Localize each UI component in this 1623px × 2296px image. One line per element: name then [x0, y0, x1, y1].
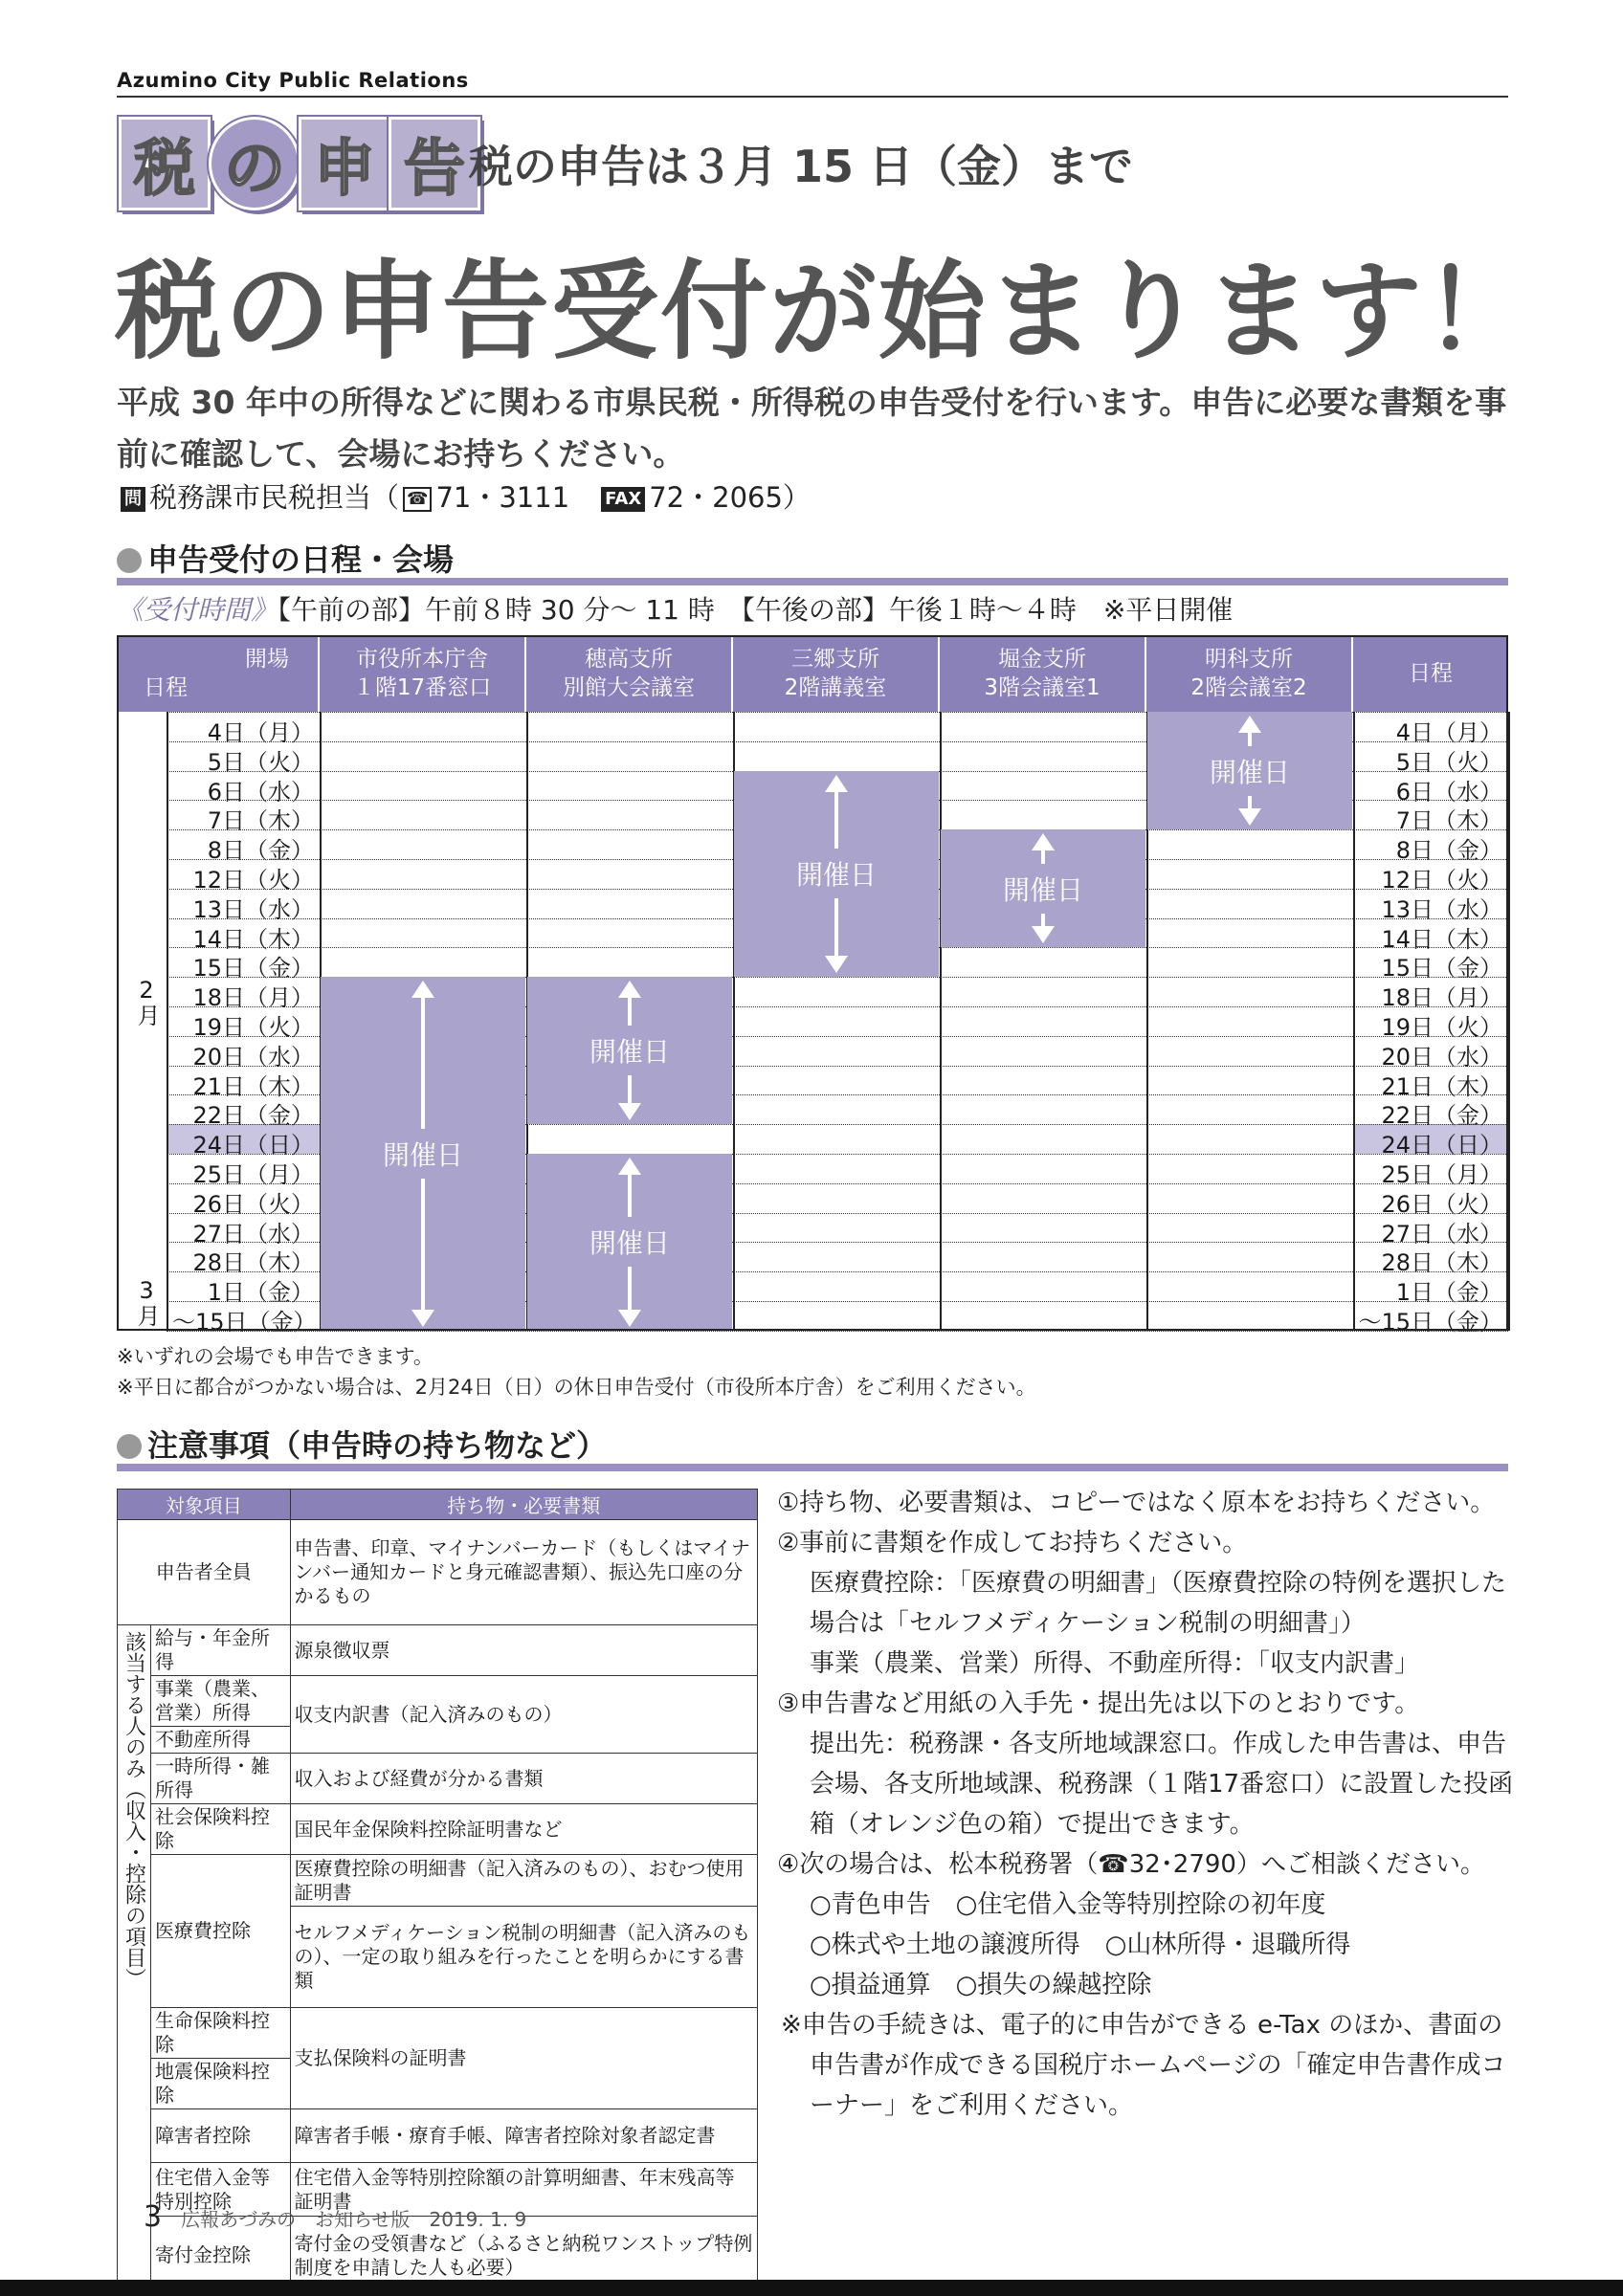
date-left: 12日（火） — [192, 867, 314, 894]
schedule-border — [117, 635, 1508, 1331]
date-left: 22日（金） — [192, 1102, 314, 1130]
lead-text: 平成 30 年中の所得などに関わる市県民税・所得税の申告受付を行います。申告に必要な書類を事前に確認して、会場にお持ちください。 — [117, 384, 1507, 473]
date-right: 4日（月） — [1395, 719, 1502, 746]
point-3: ③申告書など用紙の入手先・提出先は以下のとおりです。 — [777, 1689, 1420, 1718]
date-right: ～15日（金） — [1358, 1309, 1502, 1336]
point-2-business: 事業（農業、営業）所得、不動産所得：「収支内訳書」 — [810, 1649, 1420, 1678]
date-left: 15日（金） — [192, 955, 314, 982]
row-need: 医療費控除の明細書（記入済みのもの）、おむつ使用証明書 — [290, 1855, 757, 1907]
row-item: 寄付金控除 — [151, 2217, 291, 2295]
badge-char-4: 告 — [389, 117, 480, 210]
date-left: 28日（木） — [192, 1249, 314, 1277]
all-label: 申告者全員 — [118, 1520, 291, 1625]
col-header-need: 持ち物・必要書類 — [290, 1490, 757, 1520]
date-left: 25日（月） — [192, 1161, 314, 1188]
point-3-submit: 提出先：税務課・各支所地域課窓口。作成した申告書は、申告会場、各支所地域課、税務課（１階17番窓口）に設置した投函箱（オレンジ色の箱）で提出できます。 — [810, 1730, 1514, 1839]
page-number: 3 — [144, 2200, 163, 2234]
venue-header-4: 堀金支所 3階会議室1 — [940, 635, 1146, 712]
date-left: 14日（木） — [192, 925, 314, 953]
contact-fax: 72・2065） — [649, 481, 811, 514]
event-label: 開催日 — [589, 1217, 670, 1267]
bullet-icon — [117, 548, 142, 573]
event-label: 開催日 — [1210, 746, 1290, 796]
row-item: 住宅借入金等特別控除 — [151, 2163, 291, 2217]
row-item: 障害者控除 — [151, 2109, 291, 2163]
date-right: 20日（水） — [1381, 1043, 1502, 1071]
date-right: 14日（木） — [1381, 925, 1502, 953]
hours-label: 《受付時間》 — [117, 594, 278, 626]
inquiry-icon: 問 — [121, 487, 145, 512]
caution-table — [117, 1489, 758, 2295]
reception-hours — [117, 589, 1233, 628]
date-left: 6日（水） — [207, 778, 314, 806]
group-label: 該当する人のみ（収入・控除の項目） — [118, 1625, 151, 2295]
row-item: 地震保険料控除 — [151, 2059, 291, 2109]
bullet-icon — [117, 1434, 142, 1459]
date-right: 7日（木） — [1395, 807, 1502, 835]
date-left: 20日（水） — [192, 1043, 314, 1071]
corner-cell: 開場 日程 — [117, 635, 320, 712]
badge-char-1: 税 — [119, 117, 211, 210]
date-left: 18日（月） — [192, 984, 314, 1012]
row-need: 障害者手帳・療育手帳、障害者控除対象者認定書 — [290, 2109, 757, 2163]
month-label-feb: 2月 — [133, 977, 160, 1027]
etax-note: ※申告の手続きは、電子的に申告ができる e-Tax のほか、書面の申告書が作成できる国税庁ホームページの「確定申告書作成コーナー」をご利用ください。 — [781, 2011, 1506, 2120]
row-line — [167, 1331, 1508, 1332]
date-right: 22日（金） — [1381, 1102, 1502, 1130]
header-label: Azumino City Public Relations — [117, 69, 469, 92]
row-need: 住宅借入金等特別控除額の計算明細書、年末残高等証明書 — [290, 2163, 757, 2217]
subhead: 税の申告は３月 15 日（金）まで — [469, 141, 1134, 192]
venue-header-1: 市役所本庁舎 １階17番窓口 — [320, 635, 526, 712]
event-label: 開催日 — [589, 1026, 670, 1075]
date-header-right: 日程 — [1409, 661, 1453, 686]
point-1: ①持ち物、必要書類は、コピーではなく原本をお持ちください。 — [777, 1489, 1496, 1517]
event-label: 開催日 — [796, 849, 877, 898]
event-label: 開催日 — [383, 1129, 463, 1179]
date-left: 13日（水） — [192, 895, 314, 923]
date-left: 1日（金） — [207, 1279, 314, 1307]
contact-tel: 71・3111 — [435, 481, 570, 514]
publication-date: 2019. 1. 9 — [429, 2208, 527, 2231]
row-need: 源泉徴収票 — [290, 1625, 757, 1676]
date-left: 8日（金） — [207, 837, 314, 865]
header-rule — [117, 96, 1508, 98]
date-right: 19日（火） — [1381, 1014, 1502, 1041]
venue-header-3: 三郷支所 2階講義室 — [733, 635, 940, 712]
date-right: 21日（木） — [1381, 1072, 1502, 1100]
date-right: 13日（水） — [1381, 895, 1502, 923]
badge-char-3: 申 — [299, 117, 390, 210]
date-right: 26日（火） — [1381, 1190, 1502, 1218]
row-need: 国民年金保険料控除証明書など — [290, 1804, 757, 1855]
schedule-section-bar — [117, 578, 1508, 585]
badge-char-2: の — [209, 117, 300, 210]
point-4-case-2: ○株式や土地の譲渡所得 ○山林所得・退職所得 — [810, 1931, 1351, 1959]
schedule-note-2: ※平日に都合がつかない場合は、2月24日（日）の休日申告受付（市役所本庁舎）をご利用ください。 — [117, 1376, 1036, 1399]
date-left: 4日（月） — [207, 719, 314, 746]
row-need: 寄付金の受領書など（ふるさと納税ワンストップ特例制度を申請した人も必要） — [290, 2217, 757, 2295]
fax-icon: FAX — [601, 487, 645, 512]
date-right: 12日（火） — [1381, 867, 1502, 894]
hours-text: 【午前の部】午前８時 30 分～ 11 時 【午後の部】午後１時～４時 ※平日開催 — [278, 594, 1234, 626]
date-left: 21日（木） — [192, 1072, 314, 1100]
caution-section-title: 注意事項（申告時の持ち物など） — [117, 1422, 607, 1466]
date-right: 27日（水） — [1381, 1220, 1502, 1247]
date-left: 7日（木） — [207, 807, 314, 835]
col-header-item: 対象項目 — [118, 1490, 291, 1520]
row-need: 収入および経費が分かる書類 — [290, 1754, 757, 1804]
date-left: ～15日（金） — [172, 1309, 317, 1336]
page-title: 税の申告受付が始まります！ — [115, 250, 1533, 374]
date-right: 18日（月） — [1381, 984, 1502, 1012]
point-4-case-3: ○損益通算 ○損失の繰越控除 — [810, 1971, 1152, 1999]
row-need: 収支内訳書（記入済みのもの） — [290, 1676, 757, 1754]
date-left: 24日（日） — [192, 1132, 314, 1159]
row-item: 一時所得・雑所得 — [151, 1754, 291, 1804]
date-right: 15日（金） — [1381, 955, 1502, 982]
event-label: 開催日 — [1003, 864, 1083, 914]
row-need: セルフメディケーション税制の明細書（記入済みのもの）、一定の取り組みを行ったことを明らかにする書類 — [290, 1907, 757, 2008]
contact-dept: 税務課市民税担当（ — [149, 481, 400, 514]
schedule-note-1: ※いずれの会場でも申告できます。 — [117, 1345, 434, 1368]
point-4: ④次の場合は、松本税務署（☎32･2790）へご相談ください。 — [777, 1850, 1485, 1879]
col-line — [1508, 712, 1510, 1331]
row-item: 社会保険料控除 — [151, 1804, 291, 1855]
date-left: 27日（水） — [192, 1220, 314, 1247]
row-item: 事業（農業、営業）所得 — [151, 1676, 291, 1727]
date-left: 26日（火） — [192, 1190, 314, 1218]
caution-points — [777, 1483, 1523, 2126]
phone-icon: ☎ — [403, 487, 432, 512]
date-right: 6日（水） — [1395, 778, 1502, 806]
row-need: 支払保険料の証明書 — [290, 2008, 757, 2109]
date-right: 24日（日） — [1381, 1132, 1502, 1159]
caution-section-bar — [117, 1464, 1508, 1471]
date-left: 19日（火） — [192, 1014, 314, 1041]
date-right: 25日（月） — [1381, 1161, 1502, 1188]
row-item: 給与・年金所得 — [151, 1625, 291, 1676]
bottom-bar — [0, 2280, 1623, 2296]
date-right: 8日（金） — [1395, 837, 1502, 865]
schedule-section-title: 申告受付の日程・会場 — [117, 536, 454, 580]
publication-name: 広報あづみの お知らせ版 — [181, 2208, 411, 2231]
date-right: 1日（金） — [1395, 1279, 1502, 1307]
contact-info — [117, 476, 811, 516]
point-2-medical: 医療費控除：「医療費の明細書」（医療費控除の特例を選択した場合は「セルフメディケーション税制の明細書」） — [810, 1569, 1507, 1638]
row-item: 不動産所得 — [151, 1727, 291, 1754]
row-item: 生命保険料控除 — [151, 2008, 291, 2059]
venue-header-5: 明科支所 2階会議室2 — [1146, 635, 1353, 712]
month-label-mar: 3月 — [133, 1277, 160, 1328]
row-item: 医療費控除 — [151, 1855, 291, 2008]
date-right: 28日（木） — [1381, 1249, 1502, 1277]
date-right: 5日（火） — [1395, 748, 1502, 776]
venue-header-2: 穂高支所 別館大会議室 — [526, 635, 733, 712]
all-items: 申告書、印章、マイナンバーカード（もしくはマイナンバー通知カードと身元確認書類）、振込先口座の分かるもの — [290, 1520, 757, 1625]
point-4-case-1: ○青色申告 ○住宅借入金等特別控除の初年度 — [810, 1890, 1326, 1919]
point-2: ②事前に書類を作成してお持ちください。 — [777, 1529, 1248, 1557]
date-left: 5日（火） — [207, 748, 314, 776]
footer — [144, 2200, 526, 2234]
